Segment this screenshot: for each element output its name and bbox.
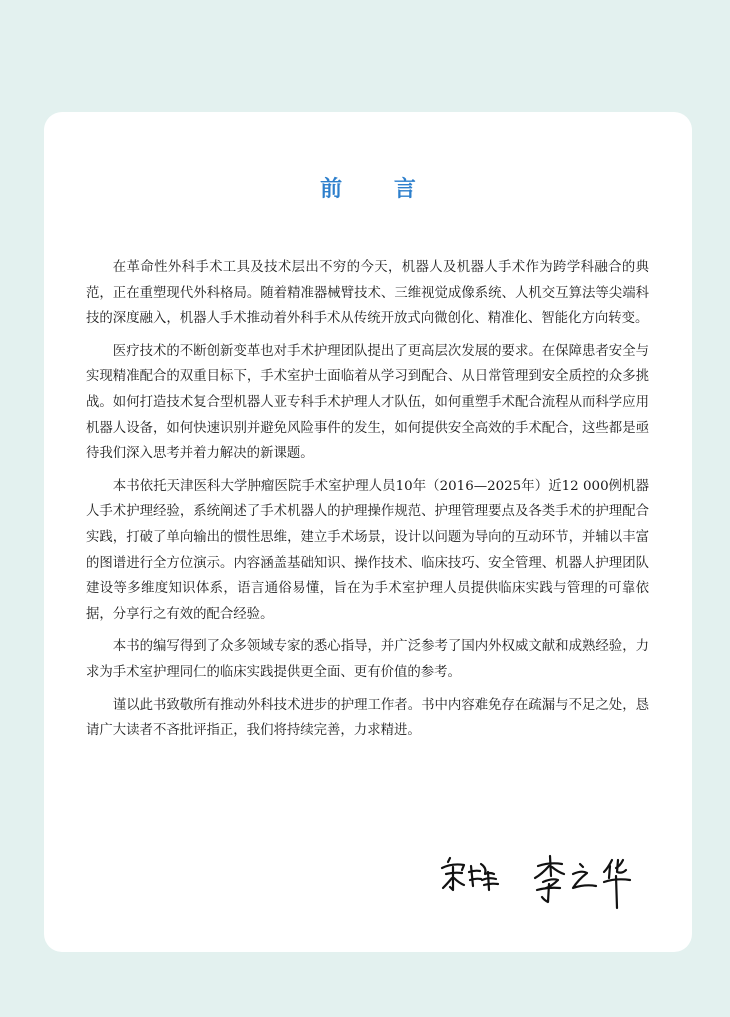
paragraph: 在革命性外科手术工具及技术层出不穷的今天，机器人及机器人手术作为跨学科融合的典范，正在重塑现代外科格局。随着精准器械臂技术、三维视觉成像系统、人机交互算法等尖端科技的深度融入，机器人手术推动着外科手术从传统开放式向微创化、精准化、智能化方向转变。 — [86, 260, 649, 327]
signature-1 — [442, 858, 498, 890]
preface-body — [86, 255, 649, 751]
paragraph: 医疗技术的不断创新变革也对手术护理团队提出了更高层次发展的要求。在保障患者安全与实现精准配合的双重目标下，手术室护士面临着从学习到配合、从日常管理到安全质控的众多挑战。如何打造技术复合型机器人亚专科手术护理人才队伍，如何重塑手术配合流程从而科学应用机器人设备，如何快速识别并避免风险事件的发生，如何提供安全高效的手术配合，这些都是亟待我们深入思考并着力解决的新课题。 — [86, 343, 649, 462]
paragraph: 本书依托天津医科大学肿瘤医院手术室护理人员10年（2016—2025年）近12 000例机器人手术护理经验，系统阐述了手术机器人的护理操作规范、护理管理要点及各类手术的护理配合实践，打破了单向输出的惯性思维，建立手术场景，设计以问题为导向的互动环节，并辅以丰富的图谱进行全方位演示。内容涵盖基础知识、操作技术、临床技巧、安全管理、机器人护理团队建设等多维度知识体系，语言通俗易懂，旨在为手术室护理人员提供临床实践与管理的可靠依据，分享行之有效的配合经验。 — [86, 478, 649, 622]
preface-card — [44, 112, 692, 952]
handwritten-signature — [440, 850, 650, 910]
paragraph: 谨以此书致敬所有推动外科技术进步的护理工作者。书中内容难免存在疏漏与不足之处，恳请广大读者不吝批评指正，我们将持续完善，力求精进。 — [86, 697, 649, 739]
signature-2 — [535, 856, 630, 908]
paragraph: 本书的编写得到了众多领域专家的悉心指导，并广泛参考了国内外权威文献和成熟经验，力求为手术室护理同仁的临床实践提供更全面、更有价值的参考。 — [86, 639, 649, 680]
page-title: 前 言 — [320, 177, 438, 202]
